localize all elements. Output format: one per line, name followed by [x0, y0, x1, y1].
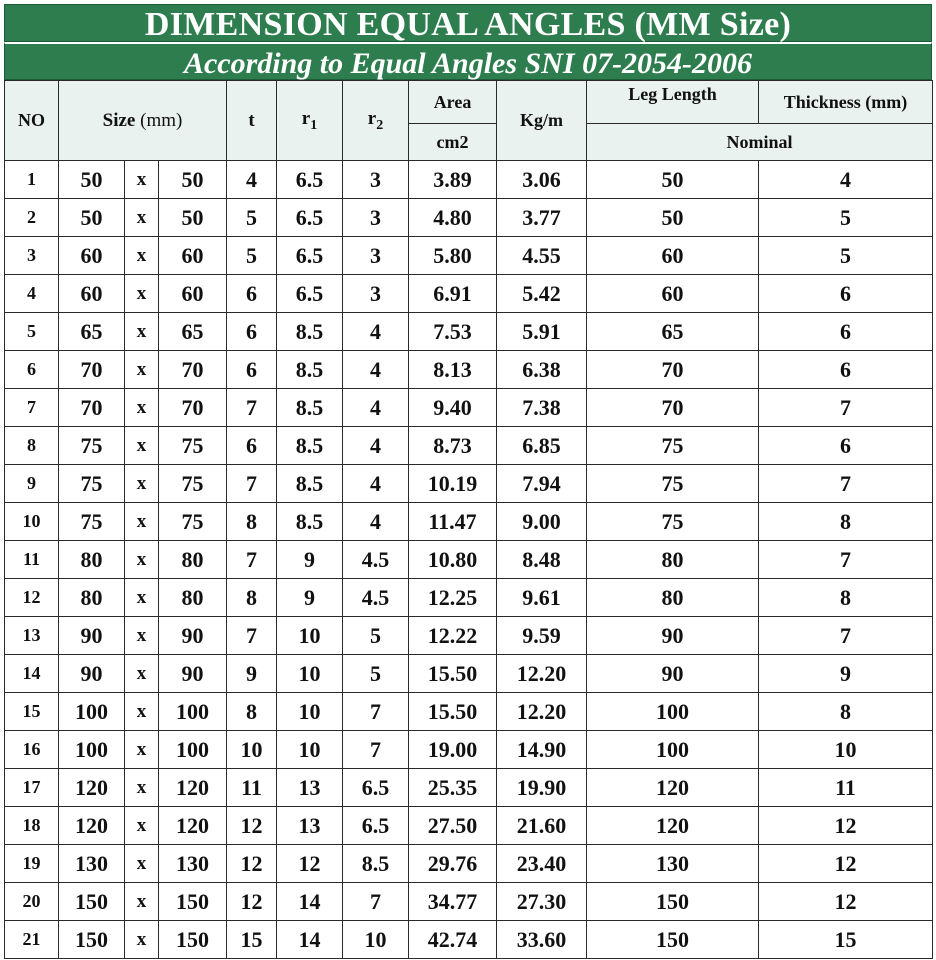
cell-leg-length: 100	[587, 731, 759, 769]
cell-t: 12	[227, 883, 277, 921]
cell-no: 17	[5, 769, 59, 807]
cell-t: 8	[227, 503, 277, 541]
cell-kgm: 3.06	[497, 161, 587, 199]
table-row	[5, 199, 933, 237]
cell-r1: 8.5	[277, 313, 343, 351]
cell-no: 3	[5, 237, 59, 275]
cell-r1: 10	[277, 731, 343, 769]
cell-no: 18	[5, 807, 59, 845]
cell-t: 15	[227, 921, 277, 959]
cell-size-b: 50	[159, 199, 227, 237]
cell-kgm: 12.20	[497, 655, 587, 693]
cell-t: 8	[227, 693, 277, 731]
header-nominal: Nominal	[587, 124, 933, 161]
page-title: DIMENSION EQUAL ANGLES (MM Size)	[4, 4, 932, 42]
header-size-label: Size	[102, 109, 136, 131]
cell-size-a: 120	[59, 807, 125, 845]
cell-leg-length: 75	[587, 503, 759, 541]
cell-kgm: 9.00	[497, 503, 587, 541]
cell-area: 8.13	[409, 351, 497, 389]
cell-area: 12.22	[409, 617, 497, 655]
cell-size-a: 60	[59, 237, 125, 275]
cell-r2: 10	[343, 921, 409, 959]
cell-no: 15	[5, 693, 59, 731]
header-thickness: Thickness (mm)	[759, 81, 933, 124]
table-row	[5, 313, 933, 351]
cell-area: 3.89	[409, 161, 497, 199]
cell-thickness: 8	[759, 503, 933, 541]
cell-size-a: 70	[59, 389, 125, 427]
header-r2-sub: 2	[376, 117, 384, 133]
cell-area: 27.50	[409, 807, 497, 845]
cell-size-b: 70	[159, 351, 227, 389]
cell-no: 20	[5, 883, 59, 921]
cell-size-x: x	[125, 351, 159, 389]
cell-size-x: x	[125, 579, 159, 617]
cell-size-x: x	[125, 389, 159, 427]
cell-thickness: 9	[759, 655, 933, 693]
cell-r2: 4	[343, 389, 409, 427]
header-r1	[277, 81, 343, 161]
cell-no: 7	[5, 389, 59, 427]
cell-size-a: 90	[59, 655, 125, 693]
cell-area: 15.50	[409, 655, 497, 693]
cell-size-b: 65	[159, 313, 227, 351]
header-size-unit: (mm)	[140, 109, 183, 131]
cell-size-a: 60	[59, 275, 125, 313]
cell-size-a: 50	[59, 199, 125, 237]
cell-no: 1	[5, 161, 59, 199]
cell-size-b: 90	[159, 617, 227, 655]
cell-r1: 8.5	[277, 465, 343, 503]
cell-area: 12.25	[409, 579, 497, 617]
table-header	[5, 81, 933, 161]
cell-t: 5	[227, 199, 277, 237]
cell-thickness: 7	[759, 541, 933, 579]
cell-kgm: 23.40	[497, 845, 587, 883]
document	[4, 4, 932, 959]
cell-leg-length: 80	[587, 541, 759, 579]
cell-no: 4	[5, 275, 59, 313]
cell-size-a: 65	[59, 313, 125, 351]
cell-r2: 7	[343, 693, 409, 731]
cell-size-x: x	[125, 769, 159, 807]
cell-size-x: x	[125, 465, 159, 503]
cell-thickness: 15	[759, 921, 933, 959]
table-row	[5, 883, 933, 921]
cell-area: 5.80	[409, 237, 497, 275]
cell-size-x: x	[125, 161, 159, 199]
cell-kgm: 12.20	[497, 693, 587, 731]
cell-r2: 3	[343, 237, 409, 275]
cell-r2: 4	[343, 465, 409, 503]
cell-r2: 3	[343, 275, 409, 313]
cell-size-b: 130	[159, 845, 227, 883]
table-row	[5, 237, 933, 275]
cell-size-x: x	[125, 199, 159, 237]
cell-size-x: x	[125, 921, 159, 959]
table-row	[5, 503, 933, 541]
cell-size-b: 75	[159, 427, 227, 465]
cell-size-b: 90	[159, 655, 227, 693]
cell-leg-length: 120	[587, 769, 759, 807]
header-area: Area	[409, 81, 497, 124]
cell-size-x: x	[125, 237, 159, 275]
table-row	[5, 769, 933, 807]
cell-t: 4	[227, 161, 277, 199]
cell-size-x: x	[125, 883, 159, 921]
cell-kgm: 14.90	[497, 731, 587, 769]
cell-t: 12	[227, 807, 277, 845]
cell-thickness: 6	[759, 313, 933, 351]
table-row	[5, 655, 933, 693]
cell-no: 5	[5, 313, 59, 351]
cell-leg-length: 130	[587, 845, 759, 883]
cell-r2: 6.5	[343, 769, 409, 807]
cell-leg-length: 50	[587, 161, 759, 199]
cell-size-b: 100	[159, 731, 227, 769]
table-row	[5, 541, 933, 579]
cell-size-x: x	[125, 503, 159, 541]
cell-size-x: x	[125, 427, 159, 465]
cell-t: 7	[227, 389, 277, 427]
cell-size-x: x	[125, 541, 159, 579]
cell-leg-length: 150	[587, 883, 759, 921]
cell-area: 25.35	[409, 769, 497, 807]
cell-r2: 3	[343, 199, 409, 237]
cell-kgm: 6.38	[497, 351, 587, 389]
cell-no: 10	[5, 503, 59, 541]
cell-r1: 13	[277, 807, 343, 845]
header-kgm: Kg/m	[497, 81, 587, 161]
cell-t: 9	[227, 655, 277, 693]
cell-leg-length: 70	[587, 351, 759, 389]
cell-no: 2	[5, 199, 59, 237]
cell-leg-length: 90	[587, 655, 759, 693]
table-row	[5, 275, 933, 313]
cell-r1: 8.5	[277, 503, 343, 541]
cell-r1: 10	[277, 655, 343, 693]
cell-leg-length: 60	[587, 237, 759, 275]
cell-size-a: 80	[59, 579, 125, 617]
cell-size-x: x	[125, 275, 159, 313]
table-row	[5, 731, 933, 769]
cell-kgm: 4.55	[497, 237, 587, 275]
cell-thickness: 4	[759, 161, 933, 199]
cell-size-x: x	[125, 807, 159, 845]
cell-r1: 10	[277, 617, 343, 655]
cell-leg-length: 90	[587, 617, 759, 655]
header-no: NO	[5, 81, 59, 161]
cell-leg-length: 80	[587, 579, 759, 617]
cell-r1: 6.5	[277, 199, 343, 237]
cell-size-x: x	[125, 693, 159, 731]
cell-area: 8.73	[409, 427, 497, 465]
cell-r1: 6.5	[277, 237, 343, 275]
cell-size-b: 150	[159, 921, 227, 959]
cell-size-a: 90	[59, 617, 125, 655]
header-size	[59, 81, 227, 161]
cell-r1: 8.5	[277, 351, 343, 389]
cell-thickness: 12	[759, 807, 933, 845]
cell-t: 12	[227, 845, 277, 883]
cell-leg-length: 65	[587, 313, 759, 351]
cell-thickness: 7	[759, 617, 933, 655]
cell-r2: 5	[343, 617, 409, 655]
cell-area: 11.47	[409, 503, 497, 541]
cell-kgm: 6.85	[497, 427, 587, 465]
cell-area: 9.40	[409, 389, 497, 427]
cell-r2: 7	[343, 731, 409, 769]
cell-thickness: 5	[759, 237, 933, 275]
cell-size-b: 60	[159, 275, 227, 313]
cell-r2: 4	[343, 351, 409, 389]
cell-area: 10.80	[409, 541, 497, 579]
cell-area: 10.19	[409, 465, 497, 503]
cell-r2: 7	[343, 883, 409, 921]
cell-size-a: 150	[59, 883, 125, 921]
cell-r1: 12	[277, 845, 343, 883]
cell-r1: 10	[277, 693, 343, 731]
cell-leg-length: 120	[587, 807, 759, 845]
cell-size-b: 150	[159, 883, 227, 921]
cell-size-b: 80	[159, 579, 227, 617]
cell-t: 6	[227, 275, 277, 313]
cell-r1: 6.5	[277, 161, 343, 199]
cell-kgm: 8.48	[497, 541, 587, 579]
cell-t: 8	[227, 579, 277, 617]
cell-leg-length: 75	[587, 465, 759, 503]
cell-leg-length: 60	[587, 275, 759, 313]
cell-area: 29.76	[409, 845, 497, 883]
cell-thickness: 5	[759, 199, 933, 237]
cell-t: 5	[227, 237, 277, 275]
cell-kgm: 9.61	[497, 579, 587, 617]
cell-size-a: 100	[59, 693, 125, 731]
cell-thickness: 7	[759, 389, 933, 427]
cell-size-a: 150	[59, 921, 125, 959]
cell-thickness: 7	[759, 465, 933, 503]
cell-r2: 4.5	[343, 541, 409, 579]
header-r1-sub: 1	[310, 117, 318, 133]
header-r2	[343, 81, 409, 161]
cell-kgm: 27.30	[497, 883, 587, 921]
cell-leg-length: 150	[587, 921, 759, 959]
cell-t: 10	[227, 731, 277, 769]
cell-thickness: 12	[759, 845, 933, 883]
cell-r1: 9	[277, 541, 343, 579]
cell-r2: 4	[343, 313, 409, 351]
cell-r1: 14	[277, 883, 343, 921]
cell-size-x: x	[125, 655, 159, 693]
cell-no: 19	[5, 845, 59, 883]
cell-no: 6	[5, 351, 59, 389]
header-r2-label: r	[367, 107, 377, 129]
cell-r2: 4	[343, 427, 409, 465]
cell-no: 14	[5, 655, 59, 693]
cell-kgm: 19.90	[497, 769, 587, 807]
cell-kgm: 7.94	[497, 465, 587, 503]
header-t: t	[227, 81, 277, 161]
cell-r2: 8.5	[343, 845, 409, 883]
cell-r2: 5	[343, 655, 409, 693]
cell-kgm: 5.91	[497, 313, 587, 351]
header-area-unit: cm2	[409, 124, 497, 161]
cell-size-a: 80	[59, 541, 125, 579]
cell-size-b: 50	[159, 161, 227, 199]
cell-area: 7.53	[409, 313, 497, 351]
cell-area: 6.91	[409, 275, 497, 313]
cell-size-b: 120	[159, 807, 227, 845]
cell-kgm: 7.38	[497, 389, 587, 427]
header-leg-length: Leg Length	[587, 81, 759, 124]
cell-kgm: 21.60	[497, 807, 587, 845]
table-row	[5, 845, 933, 883]
cell-leg-length: 100	[587, 693, 759, 731]
cell-size-x: x	[125, 731, 159, 769]
cell-thickness: 6	[759, 427, 933, 465]
cell-t: 6	[227, 313, 277, 351]
table-row	[5, 427, 933, 465]
table-body	[5, 161, 933, 959]
cell-size-b: 75	[159, 465, 227, 503]
cell-no: 8	[5, 427, 59, 465]
cell-thickness: 8	[759, 579, 933, 617]
table-row	[5, 161, 933, 199]
cell-no: 11	[5, 541, 59, 579]
cell-size-a: 50	[59, 161, 125, 199]
cell-r2: 4.5	[343, 579, 409, 617]
cell-size-b: 100	[159, 693, 227, 731]
table-row	[5, 465, 933, 503]
cell-area: 19.00	[409, 731, 497, 769]
cell-t: 7	[227, 541, 277, 579]
table-row	[5, 351, 933, 389]
cell-size-b: 60	[159, 237, 227, 275]
cell-no: 21	[5, 921, 59, 959]
cell-thickness: 10	[759, 731, 933, 769]
cell-no: 12	[5, 579, 59, 617]
cell-kgm: 5.42	[497, 275, 587, 313]
cell-thickness: 6	[759, 275, 933, 313]
cell-kgm: 9.59	[497, 617, 587, 655]
cell-r2: 6.5	[343, 807, 409, 845]
cell-leg-length: 50	[587, 199, 759, 237]
cell-area: 42.74	[409, 921, 497, 959]
cell-size-x: x	[125, 313, 159, 351]
cell-area: 4.80	[409, 199, 497, 237]
cell-t: 11	[227, 769, 277, 807]
cell-size-b: 80	[159, 541, 227, 579]
cell-kgm: 33.60	[497, 921, 587, 959]
cell-thickness: 12	[759, 883, 933, 921]
table-row	[5, 693, 933, 731]
cell-r1: 6.5	[277, 275, 343, 313]
cell-thickness: 11	[759, 769, 933, 807]
cell-r1: 9	[277, 579, 343, 617]
cell-t: 7	[227, 465, 277, 503]
cell-r1: 13	[277, 769, 343, 807]
cell-size-b: 120	[159, 769, 227, 807]
cell-thickness: 6	[759, 351, 933, 389]
cell-t: 7	[227, 617, 277, 655]
table-row	[5, 579, 933, 617]
cell-size-x: x	[125, 617, 159, 655]
cell-r1: 14	[277, 921, 343, 959]
cell-size-b: 70	[159, 389, 227, 427]
cell-thickness: 8	[759, 693, 933, 731]
dimension-table	[4, 80, 933, 959]
cell-size-a: 75	[59, 427, 125, 465]
cell-size-a: 75	[59, 465, 125, 503]
cell-size-a: 100	[59, 731, 125, 769]
cell-no: 13	[5, 617, 59, 655]
cell-area: 34.77	[409, 883, 497, 921]
table-row	[5, 807, 933, 845]
cell-r2: 3	[343, 161, 409, 199]
cell-size-a: 75	[59, 503, 125, 541]
cell-r1: 8.5	[277, 427, 343, 465]
header-r1-label: r	[301, 107, 311, 129]
cell-t: 6	[227, 351, 277, 389]
cell-r1: 8.5	[277, 389, 343, 427]
table-row	[5, 617, 933, 655]
cell-size-a: 120	[59, 769, 125, 807]
table-row	[5, 389, 933, 427]
cell-kgm: 3.77	[497, 199, 587, 237]
cell-r2: 4	[343, 503, 409, 541]
cell-no: 16	[5, 731, 59, 769]
cell-size-a: 130	[59, 845, 125, 883]
cell-t: 6	[227, 427, 277, 465]
cell-area: 15.50	[409, 693, 497, 731]
page-subtitle: According to Equal Angles SNI 07-2054-2006	[4, 42, 932, 80]
cell-leg-length: 70	[587, 389, 759, 427]
table-row	[5, 921, 933, 959]
cell-size-a: 70	[59, 351, 125, 389]
cell-size-b: 75	[159, 503, 227, 541]
cell-no: 9	[5, 465, 59, 503]
cell-size-x: x	[125, 845, 159, 883]
cell-leg-length: 75	[587, 427, 759, 465]
